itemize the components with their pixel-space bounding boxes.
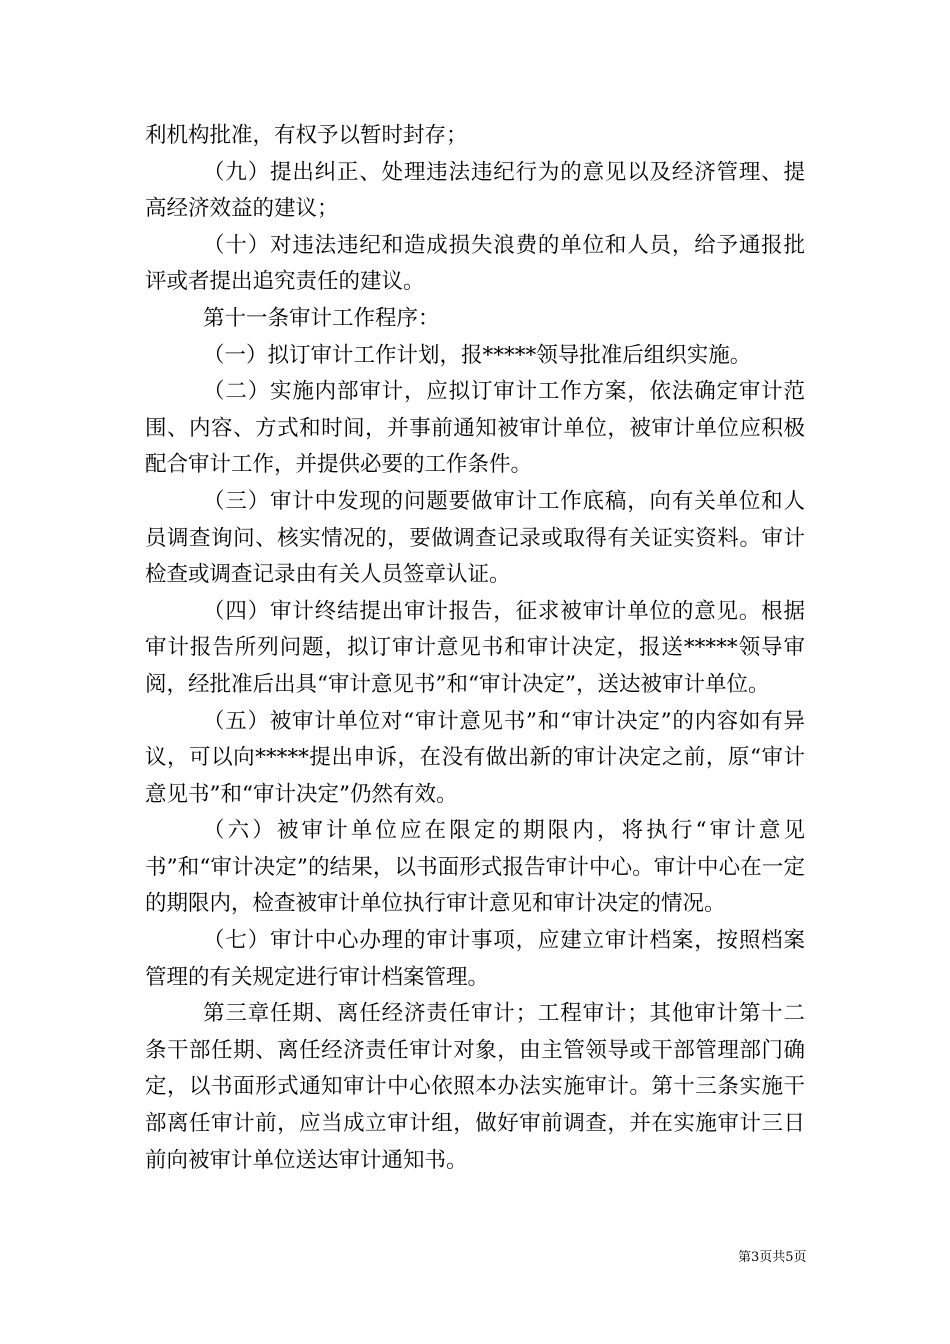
paragraph-step-5: （五）被审计单位对“审计意见书”和“审计决定”的内容如有异议，可以向*****提出申诉，在没有做出新的审计决定之前，原“审计意见书”和“审计决定”仍然有效。	[145, 708, 805, 807]
paragraph-continuation: 利机构批准，有权予以暂时封存；	[145, 123, 468, 148]
page-number: 第3页共5页	[738, 1250, 807, 1265]
paragraph-item-9: （九）提出纠正、处理违法违纪行为的意见以及经济管理、提高经济效益的建议；	[145, 159, 805, 222]
paragraph-step-3: （三）审计中发现的问题要做审计工作底稿，向有关单位和人员调查询问、核实情况的，要做调查记录或取得有关证实资料。审计检查或调查记录由有关人员签章认证。	[145, 488, 805, 588]
paragraph-step-6: （六）被审计单位应在限定的期限内，将执行“审计意见书”和“审计决定”的结果，以书面形式报告审计中心。审计中心在一定的期限内，检查被审计单位执行审计意见和审计决定的情况。	[145, 818, 805, 917]
paragraph-step-2: （二）实施内部审计，应拟订审计工作方案，依法确定审计范围、内容、方式和时间，并事前通知被审计单位，被审计单位应积极配合审计工作，并提供必要的工作条件。	[145, 379, 805, 478]
paragraph-chapter-3: 第三章任期、离任经济责任审计；工程审计；其他审计第十二条干部任期、离任经济责任审计对象，由主管领导或干部管理部门确定，以书面形式通知审计中心依照本办法实施审计。第十三条实施干部离任审计前，应当成立审计组，做好审前调查，并在实施审计三日前向被审计单位送达审计通知书。	[145, 1001, 805, 1173]
paragraph-step-4: （四）审计终结提出审计报告，征求被审计单位的意见。根据审计报告所列问题，拟订审计意见书和审计决定，报送*****领导审阅，经批准后出具“审计意见书”和“审计决定”，送达被审计单位。	[145, 598, 805, 697]
article-11-heading: 第十一条审计工作程序：	[203, 305, 440, 331]
document-body	[145, 118, 805, 1179]
paragraph-step-1: （一）拟订审计工作计划，报*****领导批准后组织实施。	[203, 342, 752, 368]
paragraph-item-10: （十）对违法违纪和造成损失浪费的单位和人员，给予通报批评或者提出追究责任的建议。	[145, 232, 805, 295]
paragraph-step-7: （七）审计中心办理的审计事项，应建立审计档案，按照档案管理的有关规定进行审计档案管理。	[145, 928, 805, 990]
